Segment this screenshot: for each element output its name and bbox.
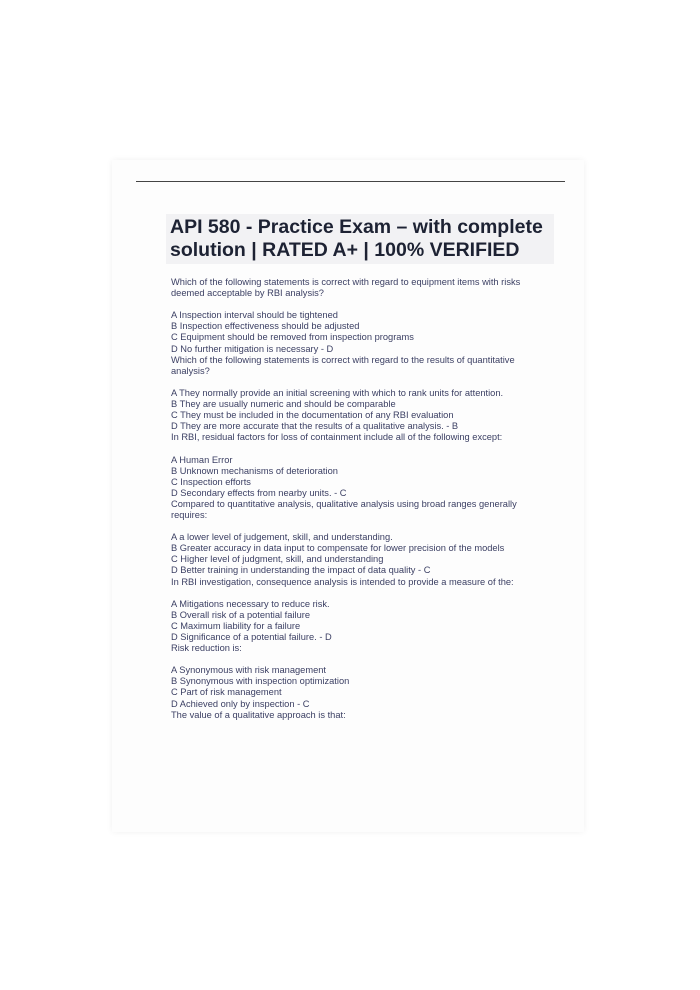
answer-option: D No further mitigation is necessary - D [171,343,334,354]
answer-option: C Part of risk management [171,687,282,698]
answer-option: A Synonymous with risk management [171,665,327,676]
question-text: deemed acceptable by RBI analysis? [171,288,324,299]
answer-option: C Equipment should be removed from inspection programs [171,332,414,343]
answer-option: B They are usually numeric and should be comparable [171,399,396,410]
answer-option: C Higher level of judgment, skill, and understanding [171,554,384,565]
question-text: In RBI investigation, consequence analysis is intended to provide a measure of the: [171,576,514,587]
answer-option: C Maximum liability for a failure [171,620,301,631]
question-text: Which of the following statements is correct with regard to the results of quantitative [171,354,515,365]
answer-option: C They must be included in the documentation of any RBI evaluation [171,410,454,421]
question-text: Compared to quantitative analysis, qualitative analysis using broad ranges generally [171,498,517,509]
answer-option: D They are more accurate that the results of a qualitative analysis. - B [171,421,459,432]
question-text: In RBI, residual factors for loss of containment include all of the following except: [171,432,503,443]
answer-option: D Secondary effects from nearby units. - C [171,487,347,498]
answer-option: D Significance of a potential failure. - D [171,632,332,642]
answer-option: B Inspection effectiveness should be adjusted [171,321,360,332]
answer-option: D Better training in understanding the impact of data quality - C [171,565,431,576]
answer-option: A Mitigations necessary to reduce risk. [171,598,330,609]
question-text: The value of a qualitative approach is that: [171,709,346,720]
answer-option: B Greater accuracy in data input to compensate for lower precision of the models [171,543,505,554]
document-body [171,277,546,721]
document-title [166,214,554,264]
answer-option: D Achieved only by inspection - C [171,698,310,709]
answer-option: C Inspection efforts [171,476,251,487]
question-text: analysis? [171,365,210,376]
title-line: solution | RATED A+ | 100% VERIFIED [170,239,520,261]
header-rule [136,181,565,182]
question-text: Risk reduction is: [171,643,242,654]
answer-option: A a lower level of judgement, skill, and understanding. [171,532,393,543]
question-text: Which of the following statements is correct with regard to equipment items with risks [171,277,521,287]
answer-option: A They normally provide an initial screening with which to rank units for attention. [171,387,504,398]
answer-option: B Unknown mechanisms of deterioration [171,465,338,476]
answer-option: B Synonymous with inspection optimization [171,676,350,687]
question-text: requires: [171,509,208,520]
answer-option: B Overall risk of a potential failure [171,609,310,620]
answer-option: A Inspection interval should be tightened [171,310,338,321]
answer-option: A Human Error [171,454,233,465]
title-line: API 580 - Practice Exam – with complete [170,216,543,238]
